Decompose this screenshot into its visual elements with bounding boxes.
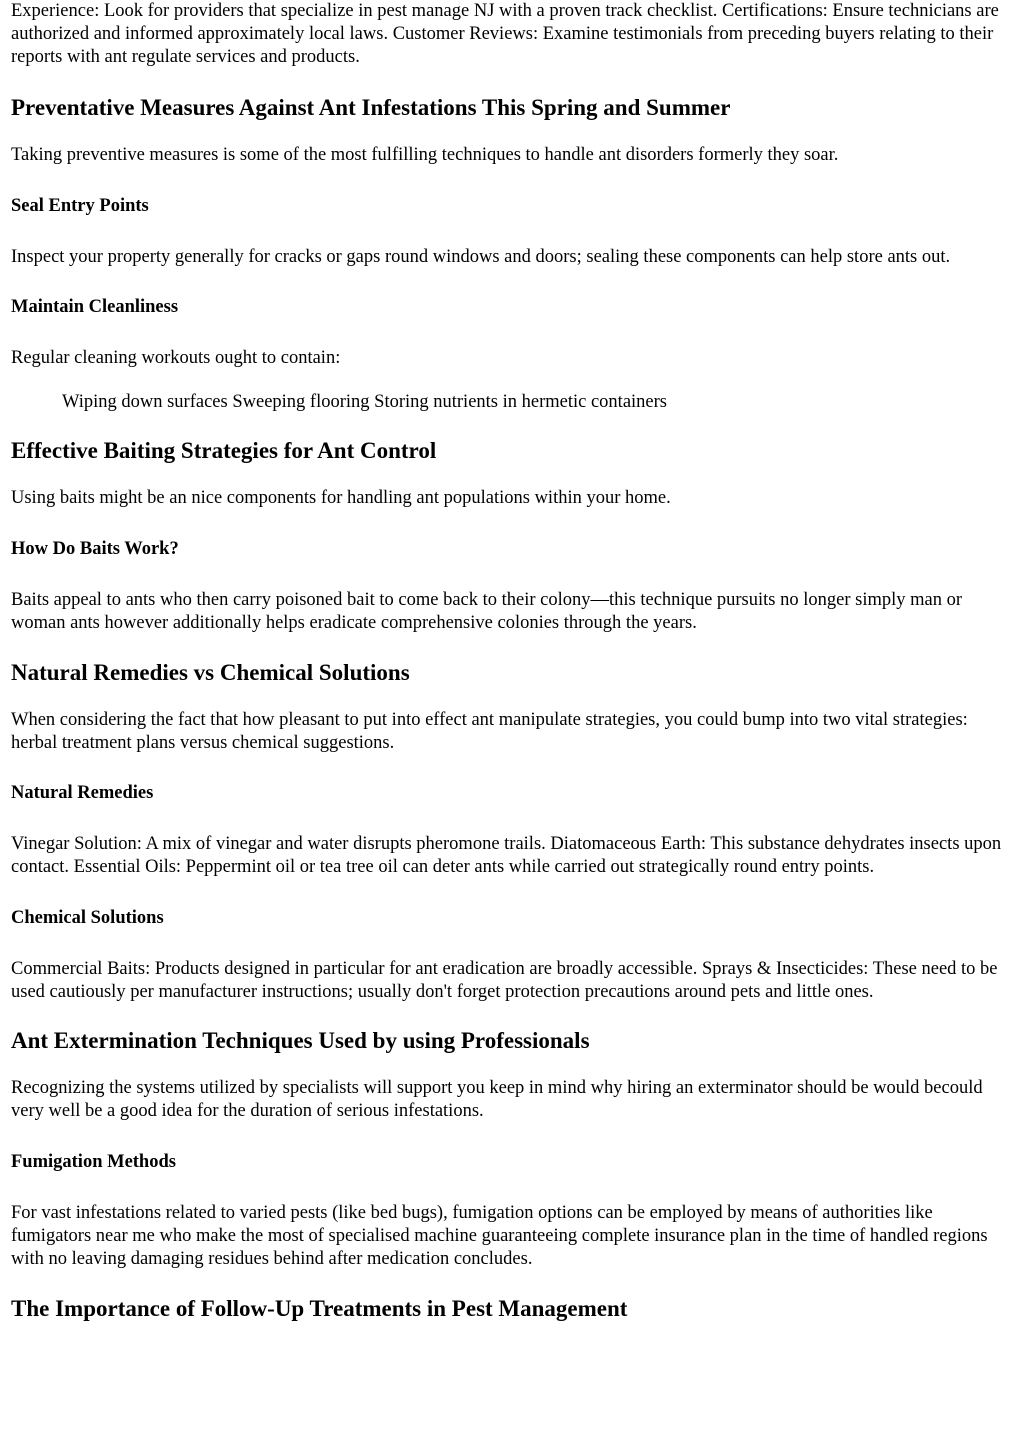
- section-body-baiting: Using baits might be an nice components for handling ant populations within your home.: [11, 488, 671, 508]
- body-cleanliness: Regular cleaning workouts ought to contain:: [11, 348, 341, 368]
- subheading-cleanliness: Maintain Cleanliness: [11, 297, 179, 317]
- body-baits: Baits appeal to ants who then carry poisoned bait to come back to their colony—this technique pursuits no longer simply man or woman ants however additionally helps eradicate comprehensive colonies through the years.: [11, 590, 963, 633]
- body-chemical-solutions: Commercial Baits: Products designed in particular for ant eradication are broadly accessible. Sprays & Insecticides: These need to be used cautiously per manufacturer instructions; usually don't forget protection precautions around pets and little ones.: [11, 959, 998, 1002]
- body-natural-remedies: Vinegar Solution: A mix of vinegar and water disrupts pheromone trails. Diatomaceous Earth: This substance dehydrates insects upon contact. Essential Oils: Peppermint oil or tea tree oil can deter ants while carried out strategically round entry points.: [11, 834, 1002, 877]
- body-seal-entry: Inspect your property generally for cracks or gaps round windows and doors; sealing these components can help store ants out.: [11, 247, 951, 267]
- section-body-extermination: Recognizing the systems utilized by specialists will support you keep in mind why hiring an exterminator should be would becould very well be a good idea for the duration of serious infestations.: [11, 1078, 983, 1121]
- section-heading-natural-vs-chemical: Natural Remedies vs Chemical Solutions: [11, 660, 410, 685]
- section-heading-baiting: Effective Baiting Strategies for Ant Control: [11, 438, 437, 463]
- subheading-fumigation: Fumigation Methods: [11, 1152, 176, 1172]
- section-heading-extermination: Ant Extermination Techniques Used by using Professionals: [11, 1028, 590, 1053]
- subheading-seal-entry: Seal Entry Points: [11, 196, 149, 216]
- section-heading-follow-up: The Importance of Follow-Up Treatments in Pest Management: [11, 1296, 628, 1321]
- intro-paragraph: Experience: Look for providers that specialize in pest manage NJ with a proven track checklist. Certifications: Ensure technicians are authorized and informed approximately local laws. Customer Reviews: Examine testimonials from preceding buyers relating to their reports with ant regulate services and products.: [11, 1, 999, 67]
- section-heading-preventative: Preventative Measures Against Ant Infestations This Spring and Summer: [11, 95, 731, 120]
- subheading-natural-remedies: Natural Remedies: [11, 783, 154, 803]
- section-body-preventative: Taking preventive measures is some of the most fulfilling techniques to handle ant disorders formerly they soar.: [11, 145, 839, 165]
- cleanliness-list: Wiping down surfaces Sweeping flooring Storing nutrients in hermetic containers: [62, 392, 667, 412]
- subheading-baits: How Do Baits Work?: [11, 539, 179, 559]
- section-body-natural-vs-chemical: When considering the fact that how pleasant to put into effect ant manipulate strategies, you could bump into two vital strategies: herbal treatment plans versus chemical suggestions.: [11, 710, 968, 753]
- body-fumigation: For vast infestations related to varied pests (like bed bugs), fumigation options can be employed by means of authorities like fumigators near me who make the most of specialised machine guaranteeing complete insurance plan in the time of handled regions with no leaving damaging residues behind after medication concludes.: [11, 1203, 988, 1269]
- subheading-chemical-solutions: Chemical Solutions: [11, 908, 164, 928]
